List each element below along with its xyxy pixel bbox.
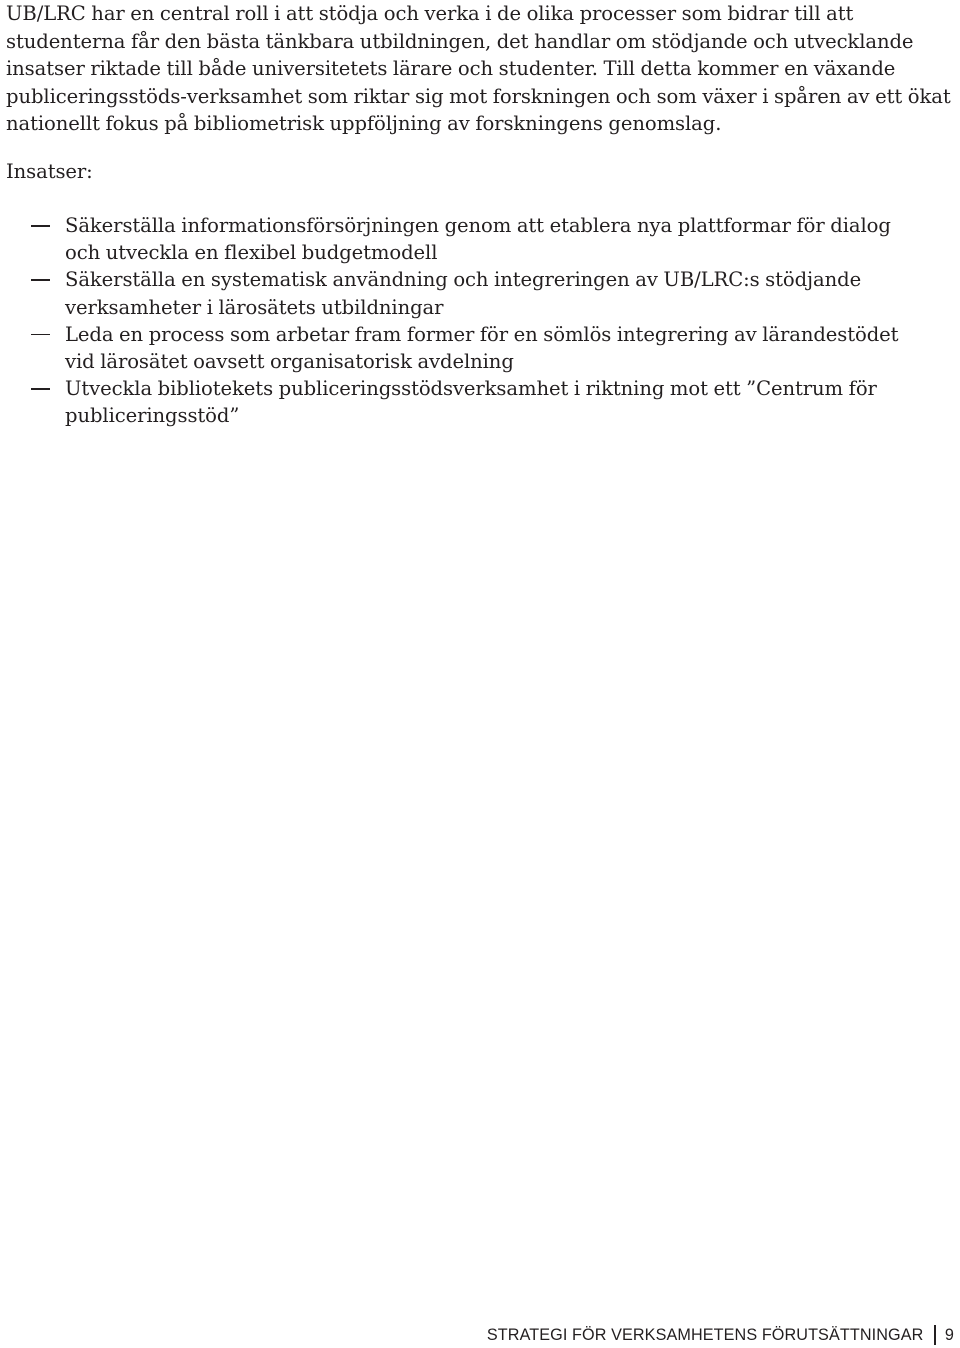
intro-paragraph: UB/LRC har en central roll i att stödja och verka i de olika processer som bidrar till att studenterna får den bästa tänkbara utbildningen, det handlar om stödjande och utvecklande insatser riktade till både universitetets lärare och studenter. Till detta kommer en växande publiceringsstöds-verksamhet som riktar sig mot forskningen och som växer i spåren av ett ökat nationellt fokus på bibliometrisk uppföljning av forskningens genomslag. [6,2,951,136]
list-item-text: Utveckla bibliotekets publiceringsstödsverksamhet i riktning mot ett ”Centrum för publiceringsstöd” [65,377,877,428]
footer-section-title: STRATEGI FÖR VERKSAMHETENS FÖRUTSÄTTNINGAR [486,1325,924,1344]
list-item-text: Säkerställa en systematisk användning och integreringen av UB/LRC:s stödjande verksamheter i lärosätets utbildningar [65,268,862,319]
list-item [0,212,930,266]
list-item [0,266,930,320]
dash-bullet-icon [31,388,50,390]
list-item [0,321,930,375]
list-item [0,375,930,429]
insatser-heading: Insatser: [6,160,93,183]
list-item-text: Säkerställa informationsförsörjningen genom att etablera nya plattformar för dialog och utveckla en flexibel budgetmodell [65,214,891,265]
dash-bullet-icon [31,225,50,227]
page-footer [487,1323,954,1347]
list-item-text: Leda en process som arbetar fram former för en sömlös integrering av lärandestödet vid lärosätet oavsett organisatorisk avdelning [65,322,899,374]
page-number: 9 [944,1325,954,1344]
insatser-list [0,212,930,430]
dash-bullet-icon [31,334,50,336]
footer-divider [934,1325,936,1345]
dash-bullet-icon [31,279,50,281]
